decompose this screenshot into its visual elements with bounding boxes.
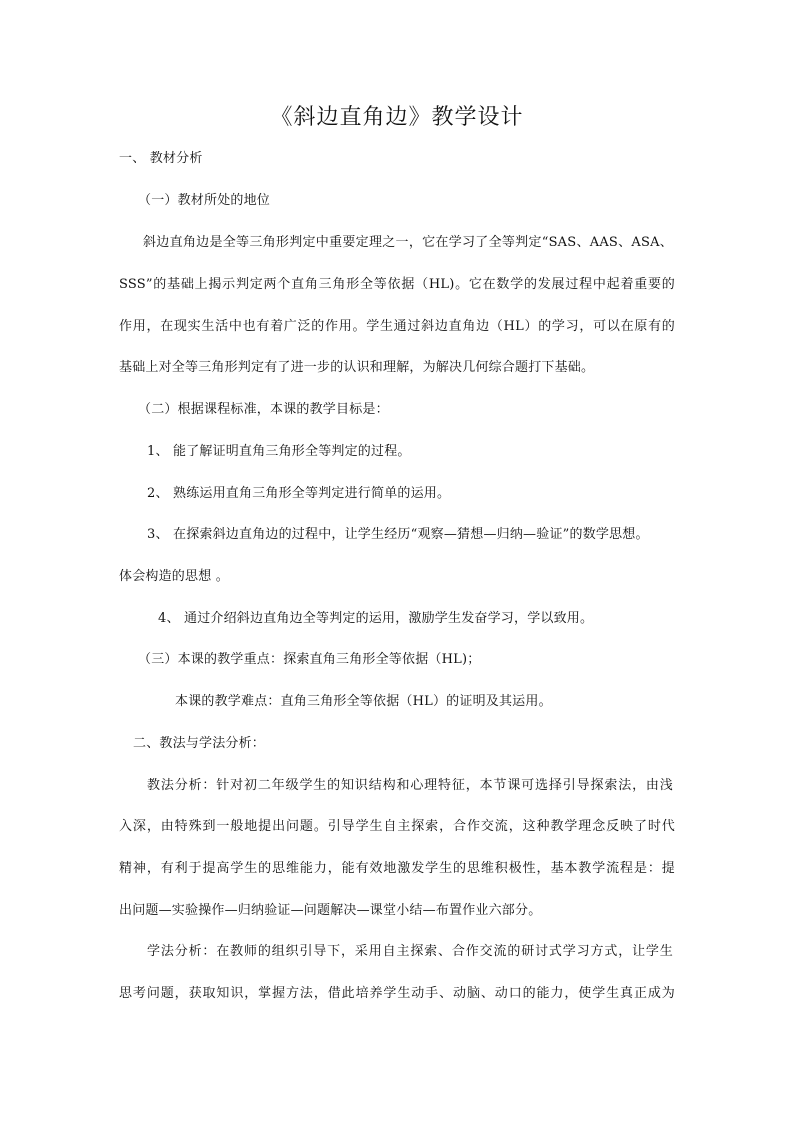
section-heading-textbook-analysis: 一、 教材分析 <box>119 151 203 166</box>
goal-item-4: 4、 通过介绍斜边直角边全等判定的运用，激励学生发奋学习，学以致用。 <box>158 611 594 626</box>
paragraph-line: 斜边直角边是全等三角形判定中重要定理之一，它在学习了全等判定“SAS、AAS、ASA、 <box>143 235 673 250</box>
goal-item-3: 3、 在探索斜边直角边的过程中，让学生经历“观察—猜想—归纳—验证”的数学思想。 <box>147 527 649 542</box>
section-heading-methods: 二、教法与学法分析： <box>133 736 266 751</box>
subheading-key-points: （三）本课的教学重点：探索直角三角形全等依据（HL)； <box>138 652 481 667</box>
paragraph-line: 学法分析：在教师的组织引导下，采用自主探索、合作交流的研讨式学习方式，让学生 <box>147 944 673 959</box>
goal-item-1: 1、 能了解证明直角三角形全等判定的过程。 <box>147 444 411 459</box>
paragraph-line: 精神，有利于提高学生的思维能力，能有效地激发学生的思维积极性，基本教学流程是：提 <box>119 861 675 876</box>
paragraph-line: 入深，由特殊到一般地提出问题。引导学生自主探索，合作交流，这种教学理念反映了时代 <box>119 819 675 834</box>
paragraph-line: 出问题—实验操作—归纳验证—问题解决—课堂小结—布置作业六部分。 <box>119 903 542 918</box>
subheading-teaching-goals: （二）根据课程标准，本课的教学目标是： <box>138 402 389 417</box>
paragraph-line: 思考问题，获取知识，掌握方法，借此培养学生动手、动脑、动口的能力，使学生真正成为 <box>119 986 675 1001</box>
goal-item-2: 2、 熟练运用直角三角形全等判定进行简单的运用。 <box>147 486 451 501</box>
goal-item-3-continued: 体会构造的思想 。 <box>119 569 229 584</box>
difficult-points: 本课的教学难点：直角三角形全等依据（HL）的证明及其运用。 <box>175 694 552 709</box>
paragraph-line: 教法分析：针对初二年级学生的知识结构和心理特征，本节课可选择引导探索法，由浅 <box>147 778 673 793</box>
subheading-textbook-position: （一）教材所处的地位 <box>138 193 271 208</box>
paragraph-line: 基础上对全等三角形判定有了进一步的认识和理解，为解决几何综合题打下基础。 <box>119 360 595 375</box>
paragraph-line: SSS”的基础上揭示判定两个直角三角形全等依据（HL)。它在数学的发展过程中起着重要的 <box>119 277 675 292</box>
document-title: 《斜边直角边》教学设计 <box>270 105 524 130</box>
paragraph-line: 作用，在现实生活中也有着广泛的作用。学生通过斜边直角边（HL）的学习，可以在原有的 <box>119 319 675 334</box>
